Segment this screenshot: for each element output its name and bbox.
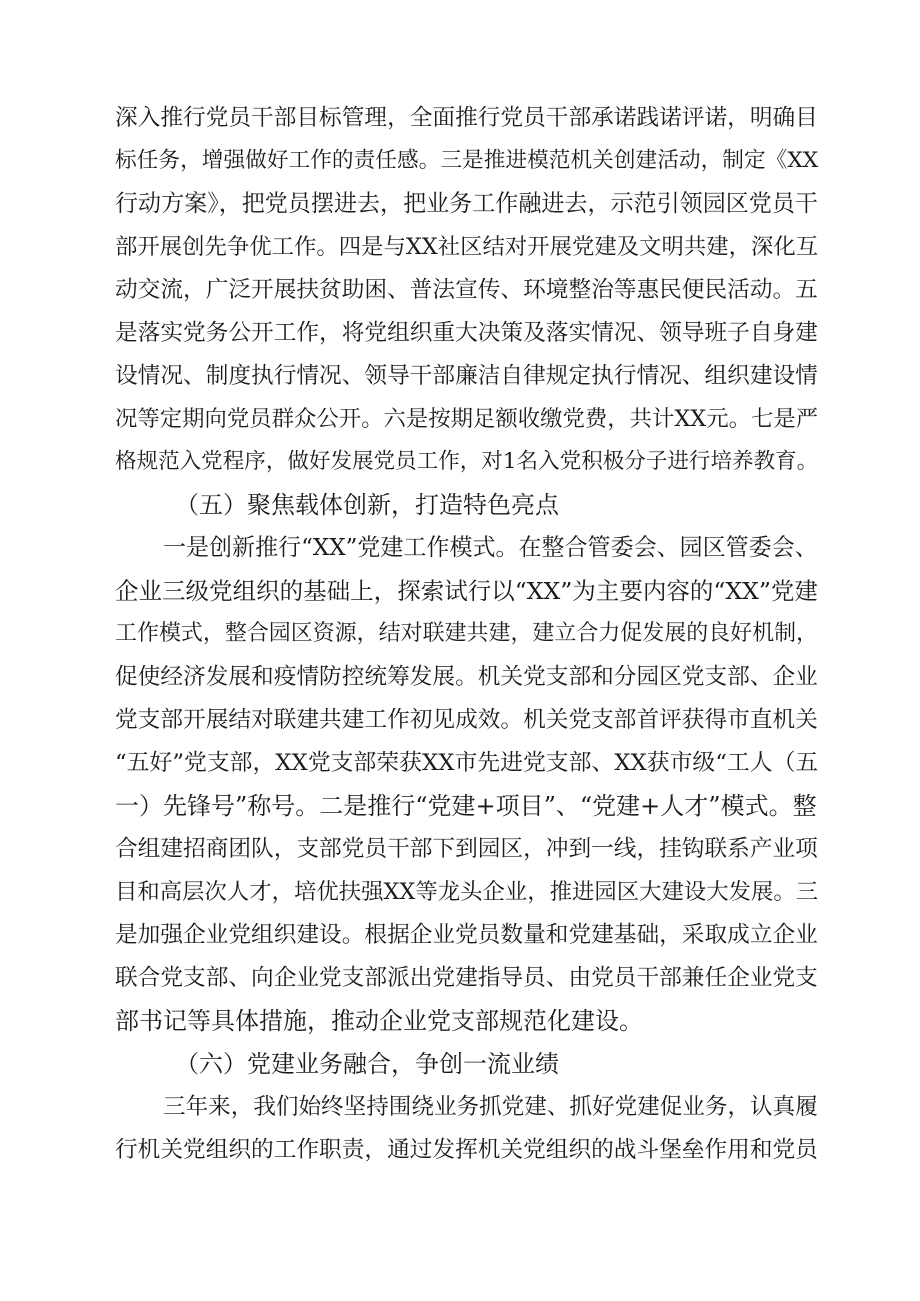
body-text-line: 联合党支部、向企业党支部派出党建指导员、由党员干部兼任企业党支 bbox=[115, 965, 818, 991]
body-text-line: 部书记等具体措施，推动企业党支部规范化建设。 bbox=[115, 1007, 643, 1035]
body-text-line: 格规范入党程序，做好发展党员工作，对1名入党积极分子进行培养教育。 bbox=[115, 449, 819, 474]
body-text-line: 是加强企业党组织建设。根据企业党员数量和党建基础，采取成立企业 bbox=[115, 922, 818, 948]
body-text-line: 目和高层次人才，培优扶强XX等龙头企业，推进园区大建设大发展。三 bbox=[115, 879, 819, 905]
body-text-line: 三年来，我们始终坚持围绕业务抓党建、抓好党建促业务，认真履 bbox=[163, 1094, 818, 1120]
body-text-line: 党支部开展结对联建共建工作初见成效。机关党支部首评获得市直机关 bbox=[115, 707, 818, 733]
body-text-line: 行机关党组织的工作职责，通过发挥机关党组织的战斗堡垒作用和党员 bbox=[115, 1137, 818, 1163]
section-heading-5: （五）聚焦载体创新，打造特色亮点 bbox=[175, 491, 559, 519]
body-text-line: 设情况、制度执行情况、领导干部廉洁自律规定执行情况、组织建设情 bbox=[115, 363, 818, 389]
body-text-line: 行动方案》，把党员摆进去，把业务工作融进去，示范引领园区党员干 bbox=[115, 191, 818, 217]
body-text-line: 企业三级党组织的基础上，探索试行以“XX”为主要内容的“XX”党建 bbox=[115, 577, 818, 605]
body-text-line: 一是创新推行“XX”党建工作模式。在整合管委会、园区管委会、 bbox=[163, 535, 818, 561]
body-text-line: 深入推行党员干部目标管理，全面推行党员干部承诺践诺评诺，明确目 bbox=[115, 105, 818, 131]
body-text-line: 合组建招商团队，支部党员干部下到园区，冲到一线，挂钩联系产业项 bbox=[115, 836, 818, 862]
body-text-line: 工作模式，整合园区资源，结对联建共建，建立合力促发展的良好机制， bbox=[115, 621, 819, 646]
section-heading-6: （六）党建业务融合，争创一流业绩 bbox=[175, 1050, 559, 1078]
body-text-line: 促使经济发展和疫情防控统筹发展。机关党支部和分园区党支部、企业 bbox=[115, 664, 818, 690]
body-text-line: 动交流，广泛开展扶贫助困、普法宣传、环境整治等惠民便民活动。五 bbox=[115, 277, 818, 303]
body-text-line: 部开展创先争优工作。四是与XX社区结对开展党建及文明共建，深化互 bbox=[115, 234, 819, 260]
body-text-line: 一）先锋号”称号。二是推行“党建+项目”、“党建+人才”模式。整 bbox=[115, 792, 817, 820]
body-text-line: 是落实党务公开工作，将党组织重大决策及落实情况、领导班子自身建 bbox=[115, 320, 818, 346]
body-text-line: 况等定期向党员群众公开。六是按期足额收缴党费，共计XX元。七是严 bbox=[115, 406, 819, 432]
body-text-line: “五好”党支部，XX党支部荣获XX市先进党支部、XX获市级“工人（五 bbox=[115, 750, 819, 776]
body-text-line: 标任务，增强做好工作的责任感。三是推进模范机关创建活动，制定《XX bbox=[115, 148, 819, 173]
